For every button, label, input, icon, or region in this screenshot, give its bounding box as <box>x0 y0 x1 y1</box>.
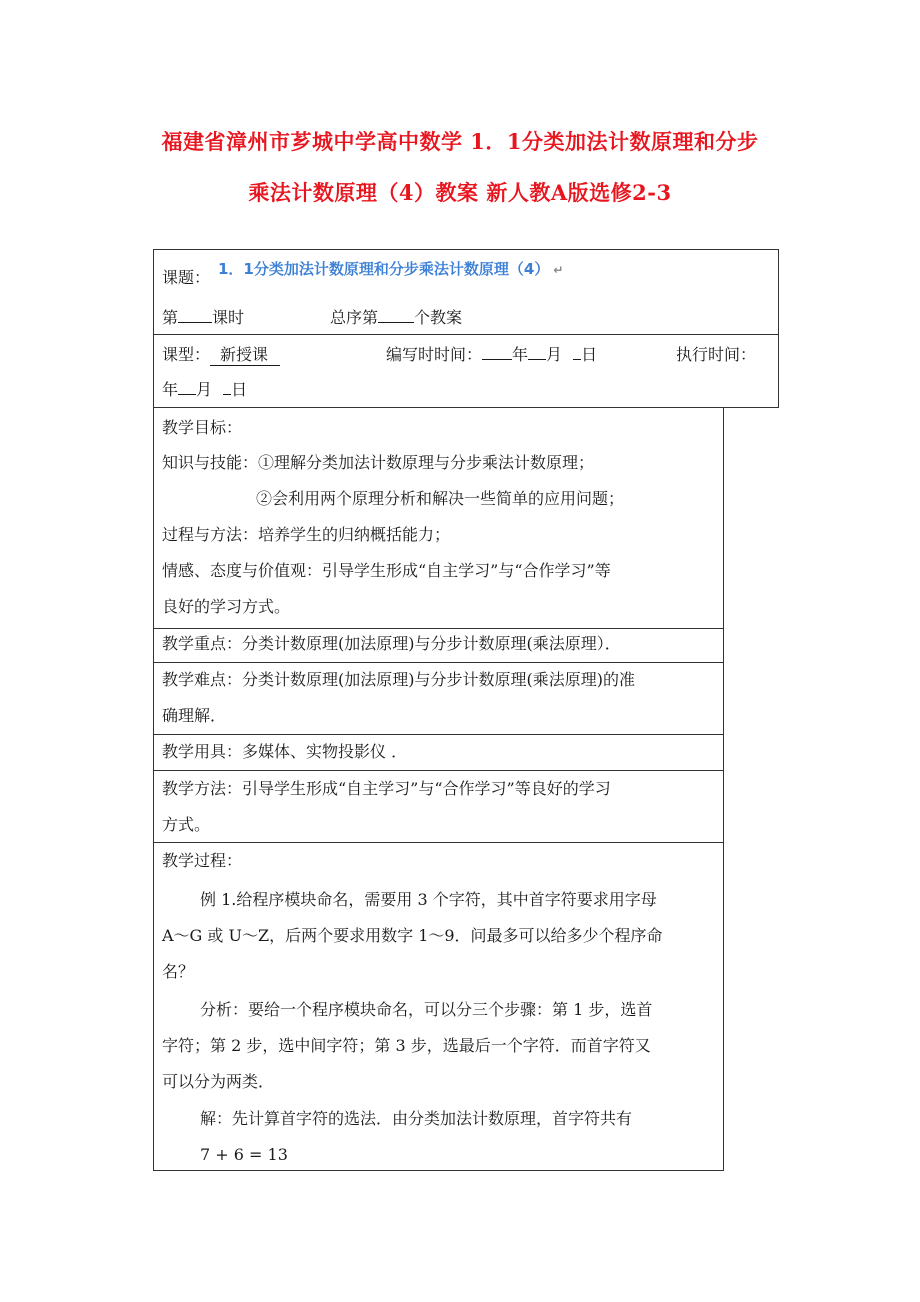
topic-line <box>162 268 210 288</box>
analysis-line-3: 可以分为两类． <box>162 1072 275 1091</box>
lesson-suffix: 课时 <box>212 308 245 327</box>
process-heading: 教学过程： <box>162 851 243 870</box>
objective-knowledge: 知识与技能：①理解分类加法计数原理与分步乘法计数原理； <box>162 453 595 472</box>
example-1-line-2: A～G 或 U～Z，后两个要求用数字 1～9．问最多可以给多少个程序命 <box>162 926 663 945</box>
total-prefix: 总序第 <box>330 308 379 327</box>
objectives-cell <box>153 407 724 629</box>
type-label: 课型： <box>162 345 211 364</box>
objectives-heading: 教学目标： <box>162 418 243 437</box>
document-title-line-1: 福建省漳州市芗城中学高中数学 1．1分类加法计数原理和分步 <box>161 129 759 154</box>
total-line <box>330 308 462 328</box>
analysis-line-1: 分析：要给一个程序模块命名，可以分三个步骤：第 1 步，选首 <box>200 1000 653 1019</box>
lesson-line <box>162 308 244 328</box>
example-1-line-3: 名？ <box>162 962 195 981</box>
total-suffix: 个教案 <box>414 308 463 327</box>
objective-knowledge-2: ②会利用两个原理分析和解决一些简单的应用问题； <box>256 489 625 508</box>
teaching-difficulty-2: 确理解． <box>162 706 227 725</box>
lesson-prefix: 第 <box>162 308 179 327</box>
return-mark-icon: ↵ <box>553 263 564 277</box>
exec-date-line: 年 月 日 <box>162 380 248 399</box>
teaching-tools: 教学用具：多媒体、实物投影仪 ． <box>162 742 408 761</box>
teaching-difficulty-1: 教学难点：分类计数原理(加法原理)与分步计数原理(乘法原理)的准 <box>162 670 635 689</box>
solution-line-1: 解：先计算首字符的选法．由分类加法计数原理，首字符共有 <box>200 1109 633 1128</box>
analysis-line-2: 字符；第 2 步，选中间字符；第 3 步，选最后一个字符．而首字符又 <box>162 1036 651 1055</box>
document-title-line-2: 乘法计数原理（4）教案 新人教A版选修2-3 <box>248 180 672 205</box>
teaching-method-1: 教学方法：引导学生形成“自主学习”与“合作学习”等良好的学习 <box>162 779 611 798</box>
objective-process: 过程与方法：培养学生的归纳概括能力； <box>162 525 451 544</box>
write-time-line: 编写时时间： 年 月 日 <box>386 345 598 364</box>
topic-title <box>218 259 563 280</box>
objective-emotion-2: 良好的学习方式。 <box>162 597 291 616</box>
type-line <box>162 345 280 366</box>
topic-label: 课题： <box>162 268 211 287</box>
objective-emotion-1: 情感、态度与价值观：引导学生形成“自主学习”与“合作学习”等 <box>162 561 611 580</box>
teaching-focus: 教学重点：分类计数原理(加法原理)与分步计数原理(乘法原理）． <box>162 634 621 653</box>
type-value: 新授课 <box>210 345 280 366</box>
write-time-label: 编写时时间： <box>386 345 483 364</box>
example-1-line-1: 例 1.给程序模块命名，需要用 3 个字符，其中首字符要求用字母 <box>200 890 657 909</box>
solution-line-2: 7 + 6 = 13 <box>200 1145 288 1164</box>
exec-time-label: 执行时间： <box>676 345 757 364</box>
teaching-method-2: 方式。 <box>162 815 211 834</box>
topic-text: 1．1分类加法计数原理和分步乘法计数原理（4） <box>218 260 550 278</box>
